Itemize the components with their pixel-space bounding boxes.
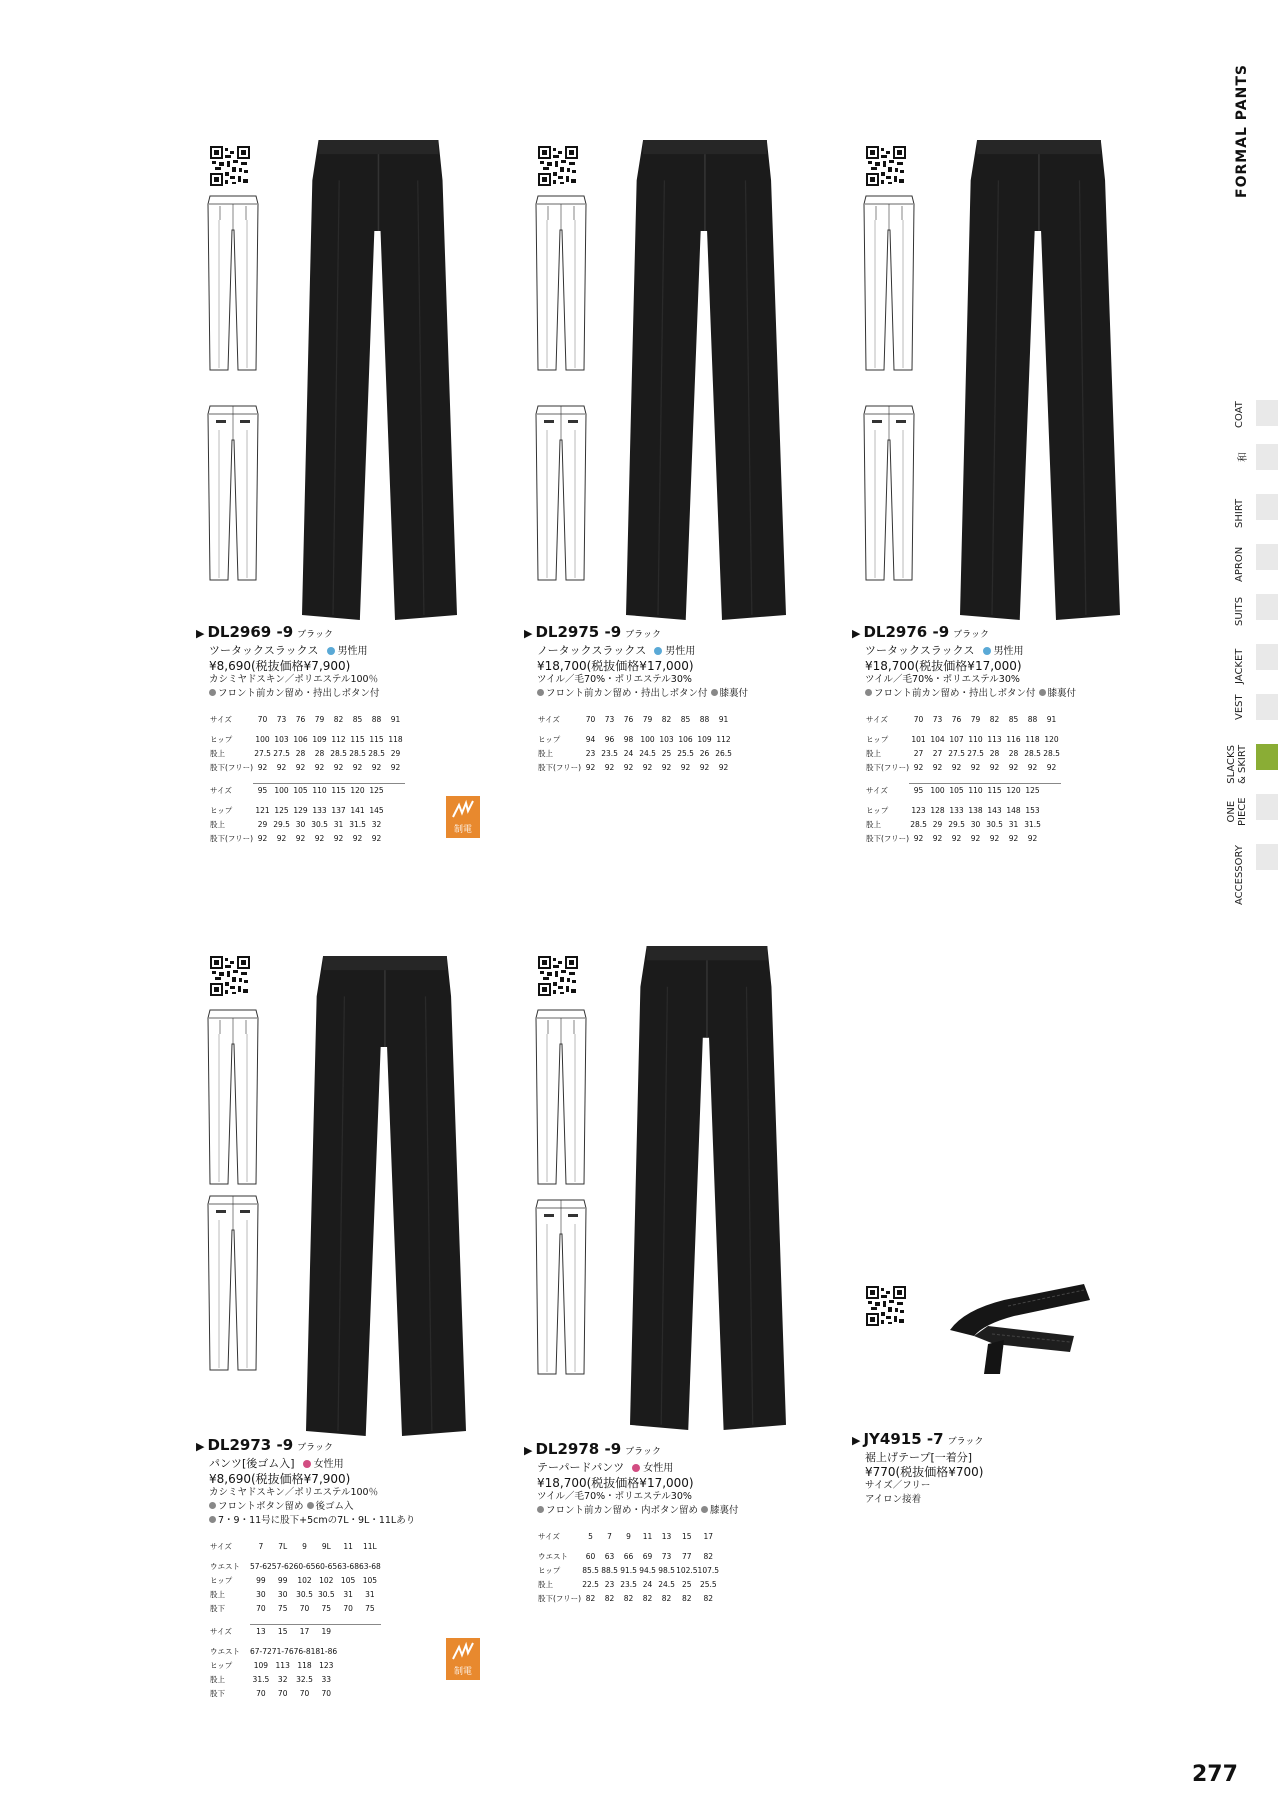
qr-code-icon[interactable] — [866, 146, 906, 186]
product-photo — [960, 140, 1120, 620]
product-info: ▶ DL2975 -9 ブラック ノータックスラックス 男性用 ¥18,700(税抜価格¥17,000) ツイル／毛70%・ポリエステル30% フロント前カン留め・持出しボタン付 膝裏付 サイズ 70 73 76 79 82 85 88 91 ヒップ 94 96 98 100 103 106 109 112 股上 23 23.5 24 24.5 25 25.5 26 26.5 股下(フリー) 92 92 92 92 92 92 92 92 — [524, 623, 748, 775]
back-sketch — [206, 400, 262, 586]
product-info: ▶ JY4915 -7 ブラック 裾上げテープ[一着分] ¥770(税抜価格¥700) サイズ／フリー アイロン接着 — [852, 1430, 984, 1505]
size-table: サイズ 70 73 76 79 82 85 88 91 ヒップ 100 103 106 109 112 115 115 118 股上 27.5 27.5 28 28 28.5 28.5 28.5 29 股下(フリー) 92 92 92 92 92 92 92 92 サイズ 95 100 105 110 115 120 125 ヒップ 121 125 129 133 137 141 145 股上 29 29.5 30 30.5 31 31.5 32 股下(フリー) 92 92 92 92 92 92 92 — [210, 713, 405, 846]
product-photo — [944, 1270, 1094, 1380]
front-sketch — [534, 1004, 590, 1190]
side-item-wa[interactable]: 和 — [1238, 452, 1249, 462]
price: ¥8,690(税抜価格¥7,900) — [209, 1472, 351, 1486]
product-code: DL2969 — [207, 623, 272, 641]
product-code: DL2975 — [535, 623, 600, 641]
antistatic-badge: 制電 — [446, 796, 480, 838]
qr-code-icon[interactable] — [210, 146, 250, 186]
back-sketch — [206, 1190, 262, 1376]
features: フロント前カン留め・内ボタン留め — [546, 1505, 699, 1516]
price: ¥770(税抜価格¥700) — [865, 1465, 984, 1479]
product-code: DL2976 — [863, 623, 928, 641]
features: フロントボタン留め — [218, 1501, 304, 1512]
size-table: サイズ 70 73 76 79 82 85 88 91 ヒップ 94 96 98 100 103 106 109 112 股上 23 23.5 24 24.5 25 25.5 26 26.5 股下(フリー) 92 92 92 92 92 92 92 92 — [538, 715, 732, 772]
qr-code-icon[interactable] — [538, 956, 578, 996]
side-item-slacks-skirt[interactable]: SLACKS & SKIRT — [1226, 744, 1248, 784]
antistatic-badge: 制電 — [446, 1638, 480, 1680]
product-name: ツータックスラックス — [209, 644, 319, 657]
side-title: FORMAL PANTS — [1234, 64, 1250, 198]
tab-accessory[interactable] — [1256, 844, 1278, 870]
tab-coat[interactable] — [1256, 400, 1278, 426]
qr-code-icon[interactable] — [210, 956, 250, 996]
product-info: ▶ DL2978 -9 ブラック テーパードパンツ 女性用 ¥18,700(税抜価格¥17,000) ツイル／毛70%・ポリエステル30% フロント前カン留め・内ボタン留め 膝裏付 サイズ 5 7 9 11 13 15 17 ウエスト 60 63 66 69 73 77 82 ヒップ 85.5 88.5 91.5 94.5 98.5 102.5 107.5 股上 22.5 23 23.5 24 24.5 25 25.5 股下(フリー) 82 82 82 82 82 82 82 — [524, 1440, 739, 1606]
product-photo — [302, 140, 457, 620]
side-item-accessory[interactable]: ACCESSORY — [1234, 845, 1245, 905]
product-name: ノータックスラックス — [537, 644, 647, 657]
features: フロント前カン留め・持出しボタン付 — [546, 688, 708, 699]
product-name: パンツ[後ゴム入] — [209, 1457, 295, 1470]
tab-wa[interactable] — [1256, 444, 1278, 470]
material: ツイル／毛70%・ポリエステル30% — [537, 674, 692, 685]
material: カシミヤドスキン／ポリエステル100％ — [209, 1487, 379, 1498]
front-sketch — [534, 190, 590, 376]
lightning-icon — [451, 799, 475, 821]
side-item-shirt[interactable]: SHIRT — [1234, 498, 1245, 528]
size-table: サイズ 70 73 76 79 82 85 88 91 ヒップ 101 104 107 110 113 116 118 120 股上 27 27 27.5 27.5 28 28 28.5 28.5 股下(フリー) 92 92 92 92 92 92 92 92 サイズ 95 100 105 110 115 120 125 ヒップ 123 128 133 138 143 148 153 股上 28.5 29 29.5 30 30.5 31 31.5 股下(フリー) 92 92 92 92 92 92 92 — [866, 715, 1060, 843]
note: アイロン接着 — [865, 1494, 922, 1505]
product-info: ▶ DL2976 -9 ブラック ツータックスラックス 男性用 ¥18,700(税抜価格¥17,000) ツイル／毛70%・ポリエステル30% フロント前カン留め・持出しボタン付 膝裏付 サイズ 70 73 76 79 82 85 88 91 ヒップ 101 104 107 110 113 116 118 120 股上 27 27 27.5 27.5 28 28 28.5 28.5 股下(フリー) 92 92 92 92 92 92 92 92 サイズ 95 100 105 110 115 120 125 ヒップ 123 128 133 138 143 148 153 股上 28.5 29 29.5 30 30.5 31 31.5 股下(フリー) 92 92 92 92 92 92 92 — [852, 623, 1076, 846]
side-item-apron[interactable]: APRON — [1234, 546, 1245, 582]
qr-code-icon[interactable] — [866, 1286, 906, 1326]
price: ¥18,700(税抜価格¥17,000) — [537, 1476, 694, 1490]
side-item-one-piece[interactable]: ONE PIECE — [1226, 797, 1248, 826]
front-sketch — [206, 1004, 262, 1190]
side-item-coat[interactable]: COAT — [1234, 401, 1245, 428]
tab-suits[interactable] — [1256, 594, 1278, 620]
qr-code-icon[interactable] — [538, 146, 578, 186]
tab-one-piece[interactable] — [1256, 794, 1278, 820]
product-info: ▶ DL2969 -9 ブラック ツータックスラックス 男性用 ¥8,690(税抜価格¥7,900) カシミヤドスキン／ポリエステル100％ フロント前カン留め・持出しボタン付 サイズ 70 73 76 79 82 85 88 91 ヒップ 100 103 106 109 112 115 115 118 股上 27.5 27.5 28 28 28.5 28.5 28.5 29 股下(フリー) 92 92 92 92 92 92 92 92 サイズ 95 100 105 110 115 120 125 ヒップ 121 125 129 133 137 141 145 股上 29 29.5 30 30.5 31 31.5 32 股下(フリー) 92 92 92 92 92 92 92 — [196, 623, 405, 846]
material: ツイル／毛70%・ポリエステル30% — [865, 674, 1020, 685]
tab-slacks-skirt[interactable] — [1256, 744, 1278, 770]
product-name: 裾上げテープ[一着分] — [865, 1451, 973, 1464]
size-info: サイズ／フリー — [865, 1480, 931, 1491]
size-table: サイズ 7 7L 9 9L 11 11L ウエスト 57-62 57-62 60-65 60-65 63-68 63-68 ヒップ 99 99 102 102 105 105 股上 30 30 30.5 30.5 31 31 股下 70 75 70 75 70 75 サイズ 13 15 17 19 ウエスト 67-72 71-76 76-81 81-86 ヒップ 109 113 118 123 股上 31.5 32 32.5 33 股下 70 70 70 70 — [210, 1542, 381, 1698]
side-item-jacket[interactable]: JACKET — [1234, 648, 1245, 684]
material: ツイル／毛70%・ポリエステル30% — [537, 1491, 692, 1502]
product-code: DL2973 — [207, 1436, 272, 1454]
front-sketch — [206, 190, 262, 376]
lightning-icon — [451, 1641, 475, 1663]
tab-jacket[interactable] — [1256, 644, 1278, 670]
tab-shirt[interactable] — [1256, 494, 1278, 520]
back-sketch — [862, 400, 918, 586]
price: ¥18,700(税抜価格¥17,000) — [537, 659, 694, 673]
front-sketch — [862, 190, 918, 376]
back-sketch — [534, 1194, 590, 1380]
size-table: サイズ 5 7 9 11 13 15 17 ウエスト 60 63 66 69 73 77 82 ヒップ 85.5 88.5 91.5 94.5 98.5 102.5 107.5 股上 22.5 23 23.5 24 24.5 25 25.5 股下(フリー) 82 82 82 82 82 82 82 — [538, 1532, 720, 1603]
material: カシミヤドスキン／ポリエステル100％ — [209, 674, 379, 685]
price: ¥18,700(税抜価格¥17,000) — [865, 659, 1022, 673]
side-item-vest[interactable]: VEST — [1234, 694, 1245, 720]
product-code: JY4915 — [863, 1430, 922, 1448]
tab-apron[interactable] — [1256, 544, 1278, 570]
tab-vest[interactable] — [1256, 694, 1278, 720]
features: フロント前カン留め・持出しボタン付 — [874, 688, 1036, 699]
product-code: DL2978 — [535, 1440, 600, 1458]
page-number: 277 — [1192, 1762, 1238, 1787]
product-name: ツータックスラックス — [865, 644, 975, 657]
features: フロント前カン留め・持出しボタン付 — [218, 688, 380, 699]
features-note: 7・9・11号に股下+5cmの7L・9L・11Lあり — [218, 1515, 416, 1526]
price: ¥8,690(税抜価格¥7,900) — [209, 659, 351, 673]
product-info: ▶ DL2973 -9 ブラック パンツ[後ゴム入] 女性用 ¥8,690(税抜価格¥7,900) カシミヤドスキン／ポリエステル100％ フロントボタン留め 後ゴム入 7・9・11号に股下+5cmの7L・9L・11Lあり サイズ 7 7L 9 9L 11 11L ウエスト 57-62 57-62 60-65 60-65 63-68 63-68 ヒップ 99 99 102 102 105 105 股上 30 30 30.5 30.5 31 31 股下 70 75 70 75 70 75 サイズ 13 15 17 19 ウエスト 67-72 71-76 76-81 81-86 ヒップ 109 113 118 123 股上 31.5 32 32.5 33 股下 70 70 70 70 — [196, 1436, 415, 1701]
side-item-suits[interactable]: SUITS — [1234, 596, 1245, 626]
product-photo — [306, 956, 466, 1436]
back-sketch — [534, 400, 590, 586]
product-photo — [630, 946, 786, 1430]
product-name: テーパードパンツ — [537, 1461, 625, 1474]
product-photo — [626, 140, 786, 620]
